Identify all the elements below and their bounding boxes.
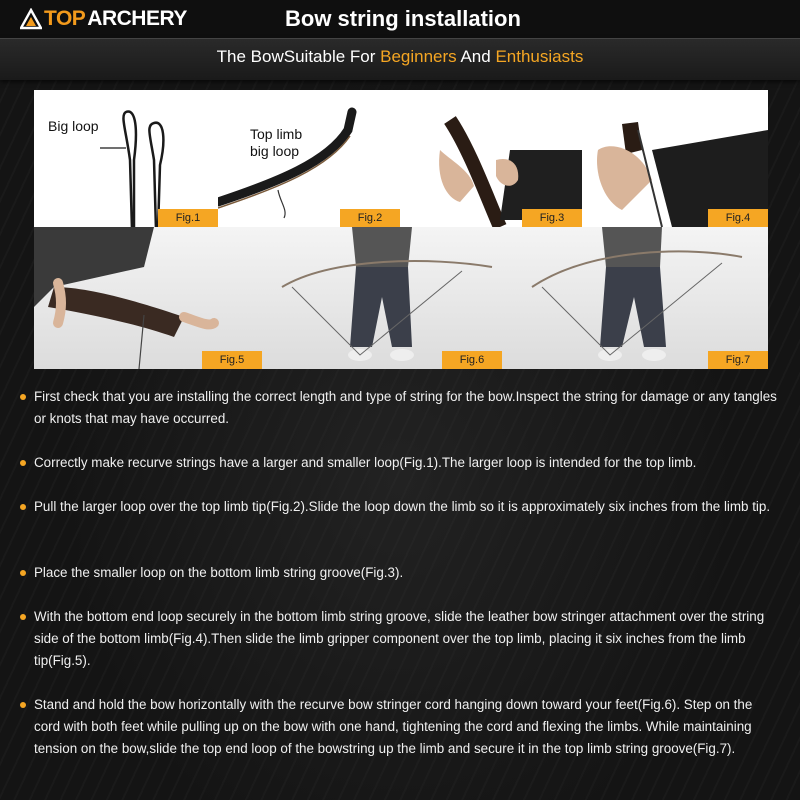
fig-4-tag: Fig.4 [708, 209, 768, 227]
page-subtitle [0, 47, 800, 67]
big-loop-label: Big loop [48, 118, 99, 134]
logo-suffix: ARCHERY [87, 7, 187, 30]
list-item [20, 496, 780, 518]
step-on-cord-photo [502, 227, 768, 369]
step-text: Place the smaller loop on the bottom limb string groove(Fig.3). [34, 565, 404, 580]
subtitle-highlight-beginners: Beginners [380, 47, 457, 66]
fig-1-tag: Fig.1 [158, 209, 218, 227]
logo-triangle-icon [20, 8, 42, 30]
figure-3-panel [400, 90, 582, 227]
list-item [20, 452, 780, 474]
figure-6-panel [262, 227, 502, 369]
fig-5-tag: Fig.5 [202, 351, 262, 369]
step-text: Pull the larger loop over the top limb tip(Fig.2).Slide the loop down the limb so it is approximately six inches from the limb tip. [34, 499, 771, 514]
fig-7-tag: Fig.7 [708, 351, 768, 369]
list-item [20, 562, 780, 584]
bullet-dot-icon [20, 504, 26, 510]
step-text: With the bottom end loop securely in the bottom limb string groove, slide the leather bow stringer attachment over the string side of the bottom limb(Fig.4).Then slide the limb gripper component over the top limb, placing it six inches from the limb tip(Fig.5). [34, 609, 765, 668]
bullet-dot-icon [20, 614, 26, 620]
bullet-dot-icon [20, 394, 26, 400]
figure-7-panel [502, 227, 768, 369]
bottom-limb-groove-photo [400, 90, 582, 227]
limb-gripper-photo [34, 227, 262, 369]
bullet-dot-icon [20, 460, 26, 466]
figure-1-panel [34, 90, 218, 227]
step-text: Stand and hold the bow horizontally with the recurve bow stringer cord hanging down toward your feet(Fig.6). Step on the cord with both feet while pulling up on the bow with one hand, tightening the cord and flexing the limbs. While maintaining tension on the bow,slide the top end loop of the bowstring up the limb and secure it in the top limb string groove(Fig.7). [34, 697, 753, 756]
top-limb-label-line2: big loop [250, 143, 300, 159]
subtitle-part1: The BowSuitable For [216, 47, 381, 66]
subtitle-part2: And [456, 47, 496, 66]
fig-3-tag: Fig.3 [522, 209, 582, 227]
page-title: Bow string installation [285, 6, 521, 31]
fig-2-tag: Fig.2 [340, 209, 400, 227]
bullet-dot-icon [20, 702, 26, 708]
list-item [20, 386, 780, 430]
hold-bow-horizontal-photo [262, 227, 502, 369]
step-text: First check that you are installing the correct length and type of string for the bow.Inspect the string for damage or any tangles or knots that may have occurred. [34, 389, 777, 426]
list-item [20, 606, 780, 672]
bullet-dot-icon [20, 570, 26, 576]
list-item [20, 694, 780, 760]
top-limb-illustration [218, 90, 400, 227]
brand-logo [20, 6, 187, 32]
figure-5-panel [34, 227, 262, 369]
top-limb-label-line1: Top limb [250, 126, 303, 142]
figure-2-panel [218, 90, 400, 227]
step-text: Correctly make recurve strings have a larger and smaller loop(Fig.1).The larger loop is intended for the top limb. [34, 455, 697, 470]
subtitle-highlight-enthusiasts: Enthusiasts [495, 47, 584, 66]
figure-4-panel [582, 90, 768, 227]
logo-prefix: TOP [44, 7, 86, 30]
fig-6-tag: Fig.6 [442, 351, 502, 369]
leather-stringer-photo [582, 90, 768, 227]
top-limb-label [250, 126, 302, 160]
string-loops-illustration [34, 90, 218, 227]
header-bar [0, 0, 800, 38]
